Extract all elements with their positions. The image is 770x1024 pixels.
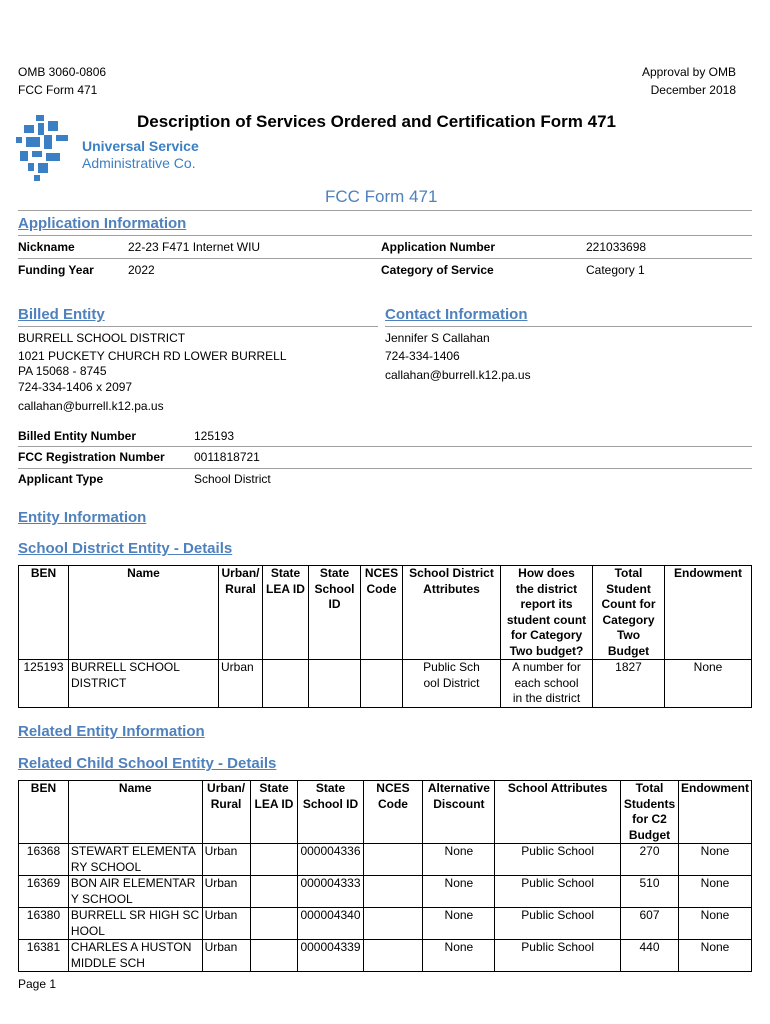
col-school-attributes: School Attributes (495, 781, 621, 844)
cell-endowment: None (665, 660, 752, 708)
billed-name: BURRELL SCHOOL DISTRICT (18, 331, 186, 345)
cell-ben: 125193 (19, 660, 69, 708)
cell-school-attributes: Public School (495, 908, 621, 940)
cell-school-attributes: Public School (495, 876, 621, 908)
cell-how-report: A number for each school in the district (501, 660, 593, 708)
cell-urban: Urban (219, 660, 263, 708)
application-section-title: Application Information (18, 215, 187, 232)
col-how-report: How does the district report its student count for Category Two budget? (501, 566, 593, 660)
ben-value: 125193 (194, 429, 235, 443)
cell-ben: 16381 (19, 940, 69, 972)
cell-school-attributes: Public School (495, 844, 621, 876)
billed-address1: 1021 PUCKETY CHURCH RD LOWER BURRELL (18, 349, 287, 363)
cell-ben: 16380 (19, 908, 69, 940)
billed-entity-title: Billed Entity (18, 306, 105, 323)
approval-text: Approval by OMB (641, 65, 736, 79)
ben-label: Billed Entity Number (18, 429, 137, 443)
cell-nces (363, 940, 423, 972)
table-row (19, 660, 752, 708)
cell-nces (363, 908, 423, 940)
related-school-table (18, 780, 752, 972)
billed-phone: 724-334-1406 x 2097 (18, 380, 133, 394)
cell-endowment: None (679, 844, 752, 876)
related-section-title: Related Entity Information (18, 723, 205, 740)
table-row (19, 908, 752, 940)
col-name: Name (68, 781, 202, 844)
cell-school-id: 000004340 (298, 908, 363, 940)
contact-name: Jennifer S Callahan (385, 331, 490, 345)
logo-line2: Administrative Co. (82, 155, 196, 171)
divider (18, 235, 752, 236)
col-ben: BEN (19, 566, 69, 660)
contact-phone: 724-334-1406 (385, 349, 460, 363)
app-number-value: 221033698 (586, 240, 647, 254)
col-nces: NCES Code (363, 781, 423, 844)
cell-alt-discount: None (423, 844, 495, 876)
col-name: Name (69, 566, 219, 660)
entity-sub-title: School District Entity - Details (18, 540, 233, 557)
cell-total: 270 (620, 844, 678, 876)
entity-section-title: Entity Information (18, 509, 147, 526)
cell-school-id: 000004339 (298, 940, 363, 972)
col-total: Total Students for C2 Budget (620, 781, 678, 844)
col-total: Total Student Count for Category Two Budget (593, 566, 665, 660)
cell-ben: 16369 (19, 876, 69, 908)
cell-total: 510 (620, 876, 678, 908)
cell-name: BURRELL SCHOOL DISTRICT (69, 660, 219, 708)
col-urban: Urban/ Rural (219, 566, 263, 660)
cell-endowment: None (679, 908, 752, 940)
fcc-reg-value: 0011818721 (194, 450, 260, 464)
contact-title: Contact Information (385, 306, 528, 323)
cell-nces (361, 660, 403, 708)
cell-name: STEWART ELEMENTA RY SCHOOL (68, 844, 202, 876)
cell-urban: Urban (202, 844, 250, 876)
cell-alt-discount: None (423, 908, 495, 940)
cell-attributes: Public Sch ool District (403, 660, 501, 708)
table-row (19, 940, 752, 972)
cell-urban: Urban (202, 940, 250, 972)
cell-lea (250, 940, 298, 972)
cell-nces (363, 844, 423, 876)
cell-name: BON AIR ELEMENTAR Y SCHOOL (68, 876, 202, 908)
cell-lea (250, 908, 298, 940)
divider (18, 326, 378, 327)
col-attributes: School District Attributes (403, 566, 501, 660)
cell-lea (263, 660, 309, 708)
category-label: Category of Service (381, 263, 494, 277)
col-lea: State LEA ID (250, 781, 298, 844)
funding-year-label: Funding Year (18, 263, 94, 277)
cell-alt-discount: None (423, 940, 495, 972)
col-nces: NCES Code (361, 566, 403, 660)
page-title: Description of Services Ordered and Certification Form 471 (137, 112, 616, 131)
cell-alt-discount: None (423, 876, 495, 908)
usac-logo-icon (16, 115, 78, 185)
nickname-label: Nickname (18, 240, 75, 254)
app-number-label: Application Number (381, 240, 496, 254)
cell-name: BURRELL SR HIGH SC HOOL (68, 908, 202, 940)
nickname-value: 22-23 F471 Internet WIU (128, 240, 261, 254)
approval-date: December 2018 (650, 83, 736, 97)
cell-ben: 16368 (19, 844, 69, 876)
divider (18, 258, 752, 259)
col-endowment: Endowment (679, 781, 752, 844)
school-district-table (18, 565, 752, 708)
col-lea: State LEA ID (263, 566, 309, 660)
cell-school-attributes: Public School (495, 940, 621, 972)
cell-school-id: 000004333 (298, 876, 363, 908)
col-ben: BEN (19, 781, 69, 844)
logo-line1: Universal Service (82, 138, 199, 154)
cell-total: 607 (620, 908, 678, 940)
cell-school-id (309, 660, 361, 708)
divider (385, 326, 752, 327)
table-row (19, 844, 752, 876)
related-sub-title: Related Child School Entity - Details (18, 755, 277, 772)
category-value: Category 1 (586, 263, 645, 277)
col-school-id: State School ID (309, 566, 361, 660)
funding-year-value: 2022 (128, 263, 155, 277)
omb-number: OMB 3060-0806 (18, 65, 107, 79)
cell-endowment: None (679, 940, 752, 972)
cell-total: 1827 (593, 660, 665, 708)
cell-lea (250, 844, 298, 876)
col-alt-discount: Alternative Discount (423, 781, 495, 844)
cell-urban: Urban (202, 908, 250, 940)
cell-school-id: 000004336 (298, 844, 363, 876)
cell-name: CHARLES A HUSTON MIDDLE SCH (68, 940, 202, 972)
billed-email: callahan@burrell.k12.pa.us (18, 399, 164, 413)
applicant-type-label: Applicant Type (18, 472, 104, 486)
cell-total: 440 (620, 940, 678, 972)
contact-email: callahan@burrell.k12.pa.us (385, 368, 531, 382)
form-label: FCC Form 471 (18, 83, 98, 97)
cell-urban: Urban (202, 876, 250, 908)
col-school-id: State School ID (298, 781, 363, 844)
col-endowment: Endowment (665, 566, 752, 660)
cell-endowment: None (679, 876, 752, 908)
page-number: Page 1 (18, 977, 57, 991)
fcc-reg-label: FCC Registration Number (18, 450, 165, 464)
divider (18, 210, 752, 211)
cell-lea (250, 876, 298, 908)
table-row (19, 876, 752, 908)
divider (18, 468, 752, 469)
applicant-type-value: School District (194, 472, 271, 486)
divider (18, 446, 752, 447)
billed-address2: PA 15068 - 8745 (18, 364, 107, 378)
col-urban: Urban/ Rural (202, 781, 250, 844)
cell-nces (363, 876, 423, 908)
form-heading: FCC Form 471 (325, 187, 438, 206)
